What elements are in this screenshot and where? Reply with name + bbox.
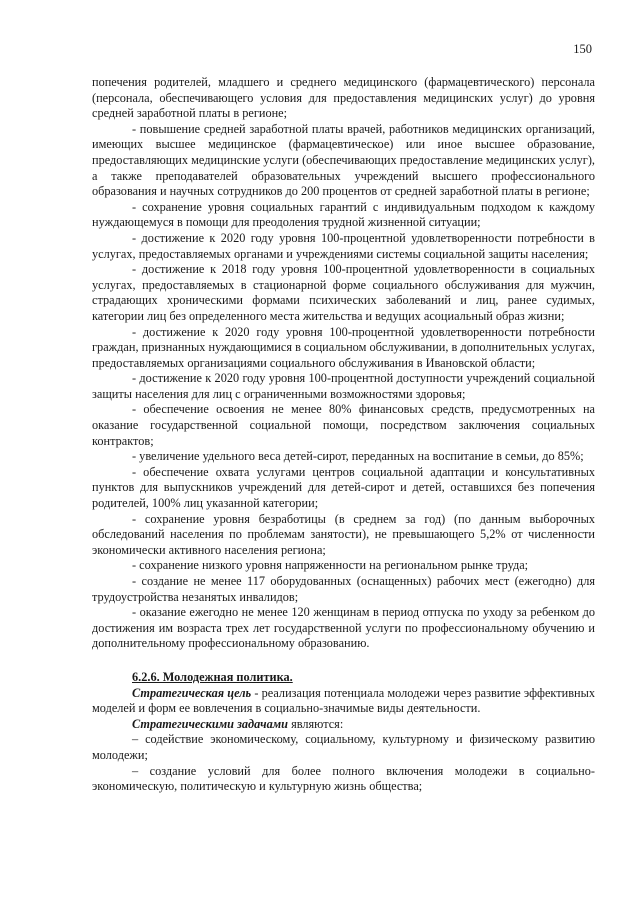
list-item-social-guarantees: - сохранение уровня социальных гарантий с индивидуальным подходом к каждому нуждающемуся в помощи для преодоления трудной жизненной ситуации; [92, 199, 595, 230]
list-item-orphans-families: - увеличение удельного веса детей-сирот, переданных на воспитание в семьи, до 85%; [132, 449, 584, 464]
list-item-satisfaction-2020: - достижение к 2020 году уровня 100-процентной удовлетворенности потребности в услугах, предоставляемых органами и учреждениями системы социальной защиты населения; [92, 230, 595, 261]
strategic-goal-label: Стратегическая цель [132, 685, 252, 700]
list-item-additional-services: - достижение к 2020 году уровня 100-процентной удовлетворенности потребности граждан, признанных нуждающимися в социальном обслуживании, в дополнительных услугах, предоставляемых организациями социального обслуживания в Ивановской области; [92, 324, 595, 370]
section-heading: 6.2.6. Молодежная политика. [132, 669, 293, 684]
task-item-development: – содействие экономическому, социальному, культурному и физическому развитию молодежи; [92, 732, 595, 762]
list-item-labor-tension: - сохранение низкого уровня напряженности на региональном рынке труда; [132, 558, 529, 573]
list-item-unemployment: - сохранение уровня безработицы (в среднем за год) (по данным выборочных обследований населения по проблемам занятости), не превышающего 5,2% от численности экономически активного населения региона; [92, 511, 595, 557]
list-item-salary-doctors: - повышение средней заработной платы врачей, работников медицинских организаций, имеющих высшее медицинское (фармацевтическое) или иное высшее образование, предоставляющих медицинские услуги (обеспечивающих предоставление медицинских услуг), а также преподавателей образовательных учреждений высшего профессионального образования и научных сотрудников до 200 процентов от средней заработной платы в регионе; [92, 121, 595, 199]
list-item-disabled-workplaces: - создание не менее 117 оборудованных (оснащенных) рабочих мест (ежегодно) для трудоустройства незанятых инвалидов; [92, 574, 595, 604]
list-item-women-training: - оказание ежегодно не менее 120 женщинам в период отпуска по уходу за ребенком до достижения им возраста трех лет государственной услуги по профессиональному обучению и дополнительному профессиональному образованию. [92, 605, 595, 651]
list-item-financial-funds: - обеспечение освоения не менее 80% финансовых средств, предусмотренных на оказание государственной социальной помощи, посредством заключения социальных контрактов; [92, 402, 595, 448]
list-item-accessibility: - достижение к 2020 году уровня 100-процентной доступности учреждений социальной защиты населения для лиц с ограниченными возможностями здоровья; [92, 371, 595, 401]
page-content [92, 75, 595, 795]
strategic-tasks-text: являются: [288, 716, 344, 731]
list-item-satisfaction-2018: - достижение к 2018 году уровня 100-процентной удовлетворенности в социальных услугах, предоставляемых в стационарной форме социального обслуживания для мужчин, страдающих хроническими формами психических заболеваний и лиц, ранее судимых, категории лиц без определенного места жительства и ведущих асоциальный образ жизни; [92, 262, 595, 323]
strategic-tasks [92, 717, 595, 733]
strategic-tasks-label: Стратегическими задачами [132, 716, 288, 731]
paragraph-continuation: попечения родителей, младшего и среднего медицинского (фармацевтического) персонала (персонала, обеспечивающего условия для предоставления медицинских услуг) до уровня средней заработной платы в регионе; [92, 75, 595, 121]
list-item-adaptation-centers: - обеспечение охвата услугами центров социальной адаптации и консультативных пунктов для выпускников учреждений для детей-сирот и детей, оставшихся без попечения родителей, 100% лиц указанной категории; [92, 464, 595, 511]
strategic-goal-text: - реализация потенциала молодежи через развитие эффективных моделей и форм ее вовлечения в социально-значимые виды деятельности. [92, 685, 595, 716]
page-number: 150 [573, 42, 592, 56]
strategic-goal [92, 686, 595, 717]
task-item-inclusion: – создание условий для более полного включения молодежи в социально-экономическую, политическую и культурную жизнь общества; [92, 763, 595, 794]
